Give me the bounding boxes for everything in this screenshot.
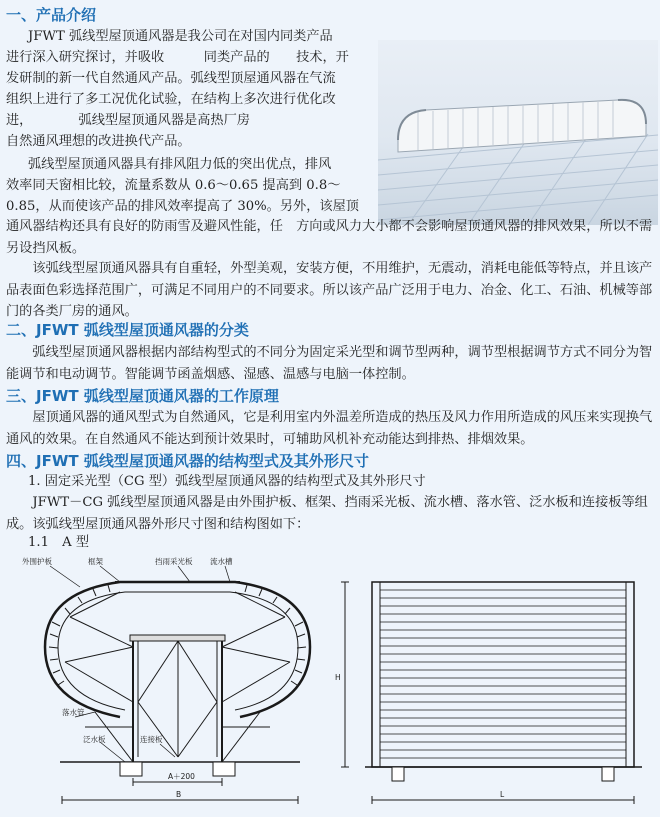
label-rain-panel: 挡雨采光板 [155,557,193,566]
intro-p2-line-2: 效率同天窗相比较，流量系数从 0.6～0.65 提高到 0.8～ [6,178,341,193]
product-photo [378,40,658,225]
intro-p1-line-4: 组织上进行了多工况优化试验，在结构上多次进行优化改 [6,92,336,107]
label-gutter: 流水槽 [210,557,233,566]
structure-sub1: 1. 固定采光型（CG 型）弧线型屋顶通风器的结构型式及其外形尺寸 [28,474,426,489]
label-connector: 连接板 [140,735,163,744]
label-frame: 框架 [88,557,103,566]
label-flashing: 泛水板 [83,735,106,744]
intro-p1-line-2: 进行深入研究探讨，并吸收 同类产品的 技术，开 [6,50,349,65]
section-heading-structure: 四、JFWT 弧线型屋顶通风器的结构型式及其外形尺寸 [6,452,369,470]
label-outer-panel: 外围护板 [22,557,52,566]
product-photo-drawing [378,40,658,225]
intro-p2-line-3: 0.85，从而使该产品的排风效率提高了 30%。另外，该屋顶 [6,199,359,214]
structure-sub2: 1.1 A 型 [28,535,90,550]
label-dim-b: B [176,790,182,799]
intro-p2-line-1: 弧线型屋顶通风器具有排风阻力低的突出优点，排风 [28,157,332,172]
section-heading-intro: 一、产品介绍 [6,6,97,24]
structure-figure [0,552,660,817]
intro-p1-line-3: 发研制的新一代自然通风产品。弧线型顶屋通风器在气流 [6,71,336,86]
section-heading-classification: 二、JFWT 弧线型屋顶通风器的分类 [6,321,249,339]
intro-p2-tail: 通风器结构还具有良好的防雨雪及避风性能，任 方向或风力大小都不会影响屋顶通风器的排风效果，所以不需另设挡风板。 [6,219,653,256]
intro-p1-line-1: JFWT 弧线型屋顶通风器是我公司在对国内同类产品 [28,29,333,44]
intro-p1-line-6: 自然通风理想的改进换代产品。 [6,134,191,149]
structure-p1: JFWT－CG 弧线型屋顶通风器是由外围护板、框架、挡雨采光板、流水槽、落水管、泛水板和连接板等组成。该弧线型屋顶通风器外形尺寸图和结构图如下： [6,495,648,532]
label-dim-a: A＋200 [168,772,195,781]
intro-p1-line-5: 进， 弧线型屋顶通风器是高热厂房 [6,113,250,128]
principle-p1: 屋顶通风器的通风型式为自然通风，它是利用室内外温差所造成的热压及风力作用所造成的风压来实现换气通风的效果。在自然通风不能达到预计效果时，可辅助风机补充动能达到排热、排烟效果。 [6,410,653,447]
classification-p1: 弧线型屋顶通风器根据内部结构型式的不同分为固定采光型和调节型两种，调节型根据调节方式不同分为智能调节和电动调节。智能调节函盖烟感、湿感、温感与电脑一体控制。 [6,345,653,382]
intro-p3: 该弧线型屋顶通风器具有自重轻，外型美观，安装方便，不用维护，无震动，消耗电能低等特点，并且该产品表面色彩选择范围广，可满足不同用户的不同要求。所以该产品广泛用于电力、冶金、化工、石油、机械等部门的各类厂房的通风。 [6,261,653,319]
label-drain-pipe: 落水管 [62,708,85,717]
label-dim-l: L [500,790,505,799]
section-heading-principle: 三、JFWT 弧线型屋顶通风器的工作原理 [6,387,279,405]
label-dim-h: H [335,673,341,682]
